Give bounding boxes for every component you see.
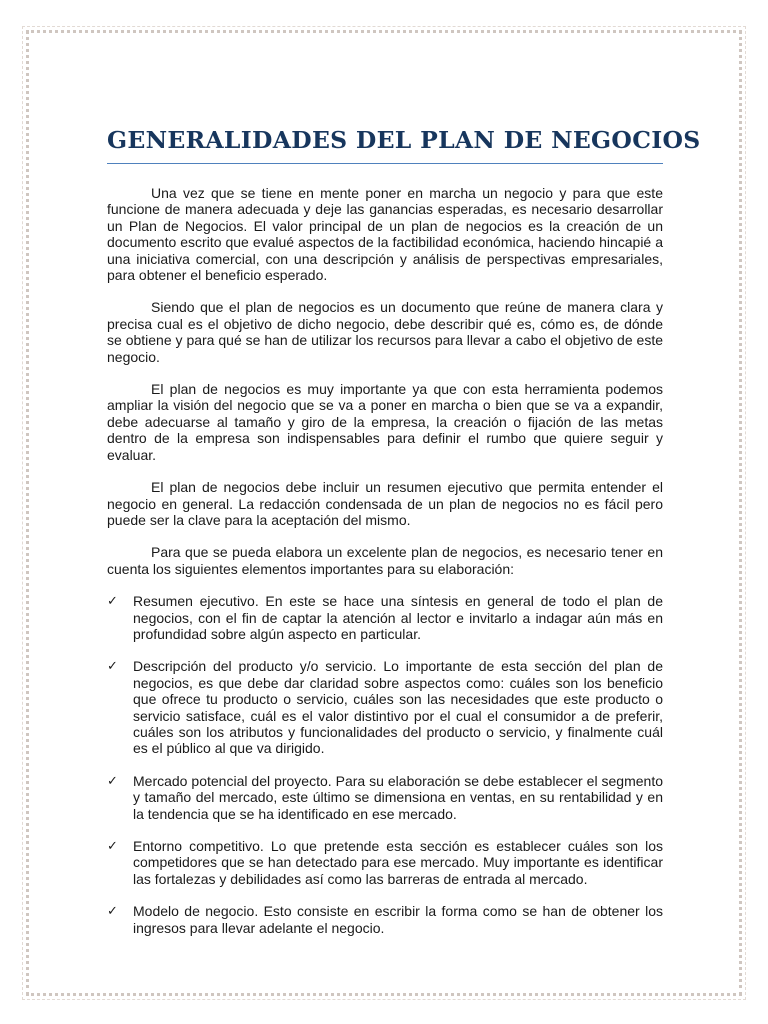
check-mark-icon: ✓ xyxy=(107,838,118,853)
list-item-text: Descripción del producto y/o servicio. Lo importante de esta sección del plan de negocios, es que debe dar claridad sobre aspectos como: cuáles son los beneficio que ofrece tu producto o servicio, cuáles son las necesidades que este producto o servicio satisface, cuál es el valor distintivo por el cual el consumidor a de preferir, cuáles son los atributos y funcionalidades del producto o servicio, y finalmente cuál es el público al que va dirigido. xyxy=(133,658,663,757)
paragraph: El plan de negocios debe incluir un resumen ejecutivo que permita entender el negocio en general. La redacción condensada de un plan de negocios no es fácil pero puede ser la clave para la aceptación del mismo. xyxy=(107,479,663,528)
document-text xyxy=(107,185,663,936)
list-item xyxy=(107,838,663,887)
check-mark-icon: ✓ xyxy=(107,903,118,919)
list-item xyxy=(107,593,663,642)
list-item xyxy=(107,773,663,822)
check-mark-icon: ✓ xyxy=(107,593,118,609)
list-item-text: Mercado potencial del proyecto. Para su elaboración se debe establecer el segmento y tamaño del mercado, este último se dimensiona en ventas, en su rentabilidad y en la tendencia que se ha identificado en ese mercado. xyxy=(133,772,663,822)
paragraph: El plan de negocios es muy importante ya que con esta herramienta podemos ampliar la visión del negocio que se va a poner en marcha o bien que se va a expandir, debe adecuarse al tamaño y giro de la empresa, la creación o fijación de las metas dentro de la empresa son indispensables para definir el rumbo que quiere seguir y evaluar. xyxy=(107,381,663,463)
check-mark-icon: ✓ xyxy=(107,658,118,674)
document-body xyxy=(107,126,701,952)
list-item-text: Resumen ejecutivo. En este se hace una síntesis en general de todo el plan de negocios, con el fin de captar la atención al lector e invitarlo a indagar aún más en profundidad sobre algún aspecto en particular. xyxy=(133,593,663,642)
paragraph: Siendo que el plan de negocios es un documento que reúne de manera clara y precisa cual es el objetivo de dicho negocio, debe describir qué es, cómo es, de dónde se obtiene y para qué se han de utilizar los recursos para llevar a cabo el objetivo de este negocio. xyxy=(107,299,663,365)
check-mark-icon: ✓ xyxy=(107,772,118,788)
list-item xyxy=(107,903,663,936)
elements-list xyxy=(107,593,663,936)
paragraph: Para que se pueda elabora un excelente plan de negocios, es necesario tener en cuenta los siguientes elementos importantes para su elaboración: xyxy=(107,544,663,577)
list-item-text: Entorno competitivo. Lo que pretende esta sección es establecer cuáles son los competidores que se han detectado para ese mercado. Muy importante es identificar las fortalezas y debilidades así como las barreras de entrada al mercado. xyxy=(133,838,663,887)
document-title: GENERALIDADES DEL PLAN DE NEGOCIOS xyxy=(107,126,663,164)
list-item xyxy=(107,658,663,756)
paragraph: Una vez que se tiene en mente poner en marcha un negocio y para que este funcione de manera adecuada y deje las ganancias esperadas, es necesario desarrollar un Plan de Negocios. El valor principal de un plan de negocios es la creación de un documento escrito que evalué aspectos de la factibilidad económica, haciendo hincapié a una iniciativa comercial, con una descripción y análisis de perspectivas empresariales, para obtener el beneficio esperado. xyxy=(107,185,663,284)
list-item-text: Modelo de negocio. Esto consiste en escribir la forma como se han de obtener los ingresos para llevar adelante el negocio. xyxy=(133,903,663,936)
